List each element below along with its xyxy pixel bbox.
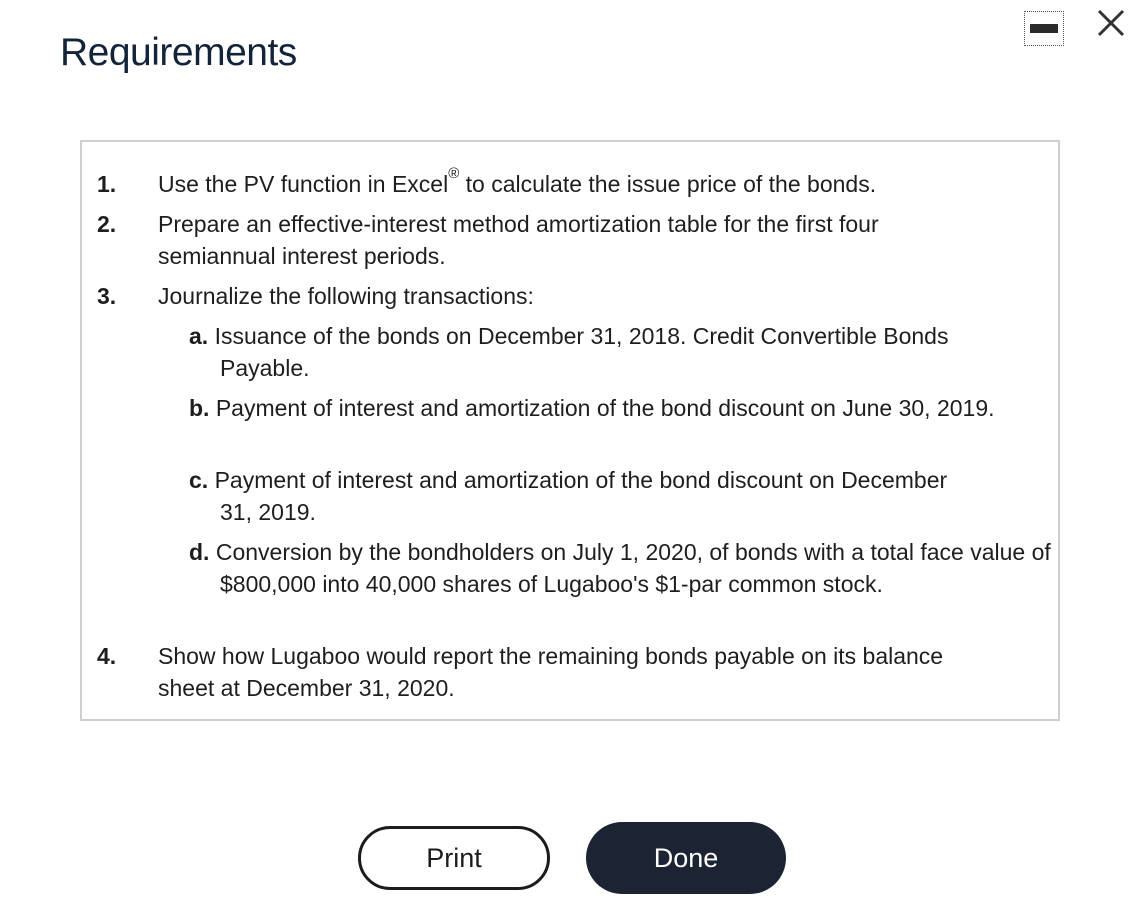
requirement-number: 3. bbox=[97, 283, 117, 309]
requirement-number: 2. bbox=[97, 211, 117, 237]
close-button[interactable] bbox=[1094, 6, 1128, 40]
sub-requirement bbox=[189, 392, 1070, 424]
sub-requirement bbox=[189, 464, 980, 528]
done-button[interactable]: Done bbox=[586, 822, 786, 894]
requirement-text: Show how Lugaboo would report the remaining bonds payable on its balance sheet at December 31, 2020. bbox=[158, 643, 944, 701]
requirement-text-part: Use the PV function in Excel bbox=[158, 171, 449, 197]
sub-requirement-letter: c. bbox=[189, 467, 209, 493]
requirement-text: Prepare an effective-interest method amortization table for the first four semiannual interest periods. bbox=[158, 211, 879, 269]
requirement-number: 4. bbox=[97, 643, 117, 669]
sub-requirement bbox=[189, 536, 1060, 600]
requirement-text: Journalize the following transactions: bbox=[158, 283, 534, 309]
registered-mark: ® bbox=[448, 165, 460, 182]
sub-requirement-text: Payment of interest and amortization of the bond discount on June 30, 2019. bbox=[215, 395, 995, 421]
sub-requirement-letter: a. bbox=[189, 323, 209, 349]
sub-requirement-text: Payment of interest and amortization of the bond discount on December 31, 2019. bbox=[214, 467, 948, 525]
close-icon bbox=[1094, 6, 1128, 40]
sub-requirement-letter: d. bbox=[189, 539, 210, 565]
sub-requirement-text: Conversion by the bondholders on July 1, 2020, of bonds with a total face value of $800,000 into 40,000 shares of Lugaboo's $1-par common stock. bbox=[215, 539, 1051, 597]
requirement-number: 1. bbox=[97, 171, 117, 197]
minimize-button[interactable] bbox=[1024, 11, 1064, 46]
minimize-icon bbox=[1030, 24, 1058, 33]
print-button[interactable]: Print bbox=[358, 826, 550, 890]
sub-requirement-letter: b. bbox=[189, 395, 210, 421]
dialog-title: Requirements bbox=[60, 31, 297, 74]
requirement-text bbox=[158, 165, 998, 200]
requirement-text-part: to calculate the issue price of the bonds. bbox=[459, 171, 877, 197]
sub-requirement bbox=[189, 320, 1020, 384]
sub-requirement-text: Issuance of the bonds on December 31, 2018. Credit Convertible Bonds Payable. bbox=[214, 323, 949, 381]
